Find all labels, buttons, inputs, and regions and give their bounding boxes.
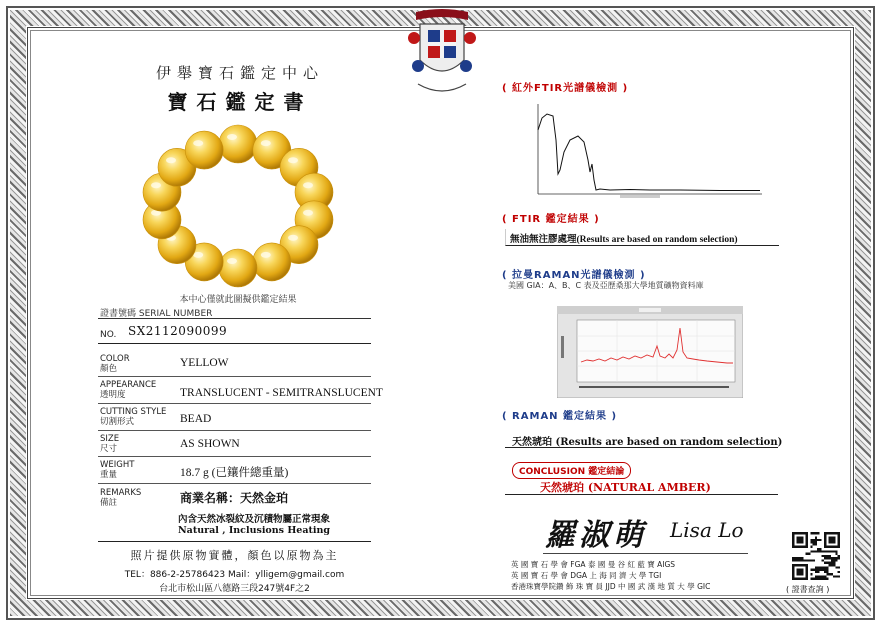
ftir-result-heading: ( FTIR 鑑定結果 ) — [502, 214, 600, 225]
bead-highlight — [288, 235, 298, 241]
divider — [98, 456, 371, 457]
qr-module — [815, 566, 817, 568]
association-line-3: 香港珠寶學院鑽 飾 珠 寶 員 JJD 中 國 武 漢 地 質 大 學 GIC — [511, 582, 711, 591]
qr-module — [813, 532, 815, 534]
qr-module — [824, 578, 826, 580]
divider — [98, 403, 371, 404]
qr-module — [810, 550, 812, 552]
qr-module — [835, 575, 837, 577]
bead-highlight — [151, 182, 161, 188]
qr-module — [838, 557, 840, 559]
divider — [98, 318, 371, 319]
qr-module — [799, 557, 801, 559]
qr-module — [829, 555, 831, 557]
qr-module — [835, 566, 837, 568]
association-line-1: 英 國 寶 石 學 會 FGA 泰 國 曼 谷 紅 藍 寶 AIGS — [511, 560, 676, 569]
qr-module — [813, 569, 815, 571]
qr-module — [819, 539, 821, 541]
conclusion-label: CONCLUSION 鑑定結論 — [519, 467, 625, 477]
qr-module — [829, 562, 831, 564]
bead-highlight — [303, 182, 313, 188]
qr-module — [819, 566, 821, 568]
qr-module — [829, 550, 831, 552]
remarks-inclusions-en: Natural , Inclusions Heating — [178, 525, 331, 536]
qr-code-icon[interactable] — [792, 532, 840, 580]
qr-module — [806, 564, 808, 580]
qr-module — [831, 562, 833, 564]
qr-module — [819, 548, 821, 550]
qr-module — [838, 571, 840, 573]
qr-module — [810, 578, 812, 580]
qr-module — [815, 575, 817, 577]
qr-module — [824, 566, 826, 568]
qr-module — [806, 532, 808, 548]
qr-module — [831, 564, 833, 566]
qr-module — [803, 559, 805, 561]
qr-module — [833, 575, 835, 577]
qr-module — [794, 559, 796, 561]
qr-module — [810, 559, 812, 561]
qr-module — [808, 553, 810, 555]
remarks-label: REMARKS 備註 — [100, 488, 142, 508]
qr-module — [838, 575, 840, 577]
qr-module — [822, 566, 824, 568]
qr-module — [797, 569, 804, 576]
raman-spectrum-chart — [557, 306, 743, 398]
qr-module — [819, 569, 821, 571]
qr-module — [817, 532, 819, 534]
qr-module — [822, 555, 824, 557]
qr-module — [815, 569, 817, 571]
photo-disclaimer: 照片提供原物實體，顏色以原物為主 — [130, 549, 339, 562]
qr-module — [838, 532, 840, 548]
contact-info: TEL：886-2-25786423 Mail：ylligem@gmail.com — [124, 570, 345, 580]
crest-emblem-icon — [408, 8, 476, 100]
qr-module — [824, 562, 826, 564]
qr-module — [822, 550, 824, 552]
qr-module — [829, 557, 831, 559]
qr-module — [810, 573, 812, 575]
qr-module — [817, 578, 819, 580]
qr-module — [815, 537, 817, 539]
qr-module — [824, 532, 840, 534]
serial-no-label: NO. — [100, 330, 117, 340]
qr-module — [817, 548, 819, 550]
qr-module — [792, 559, 794, 561]
qr-module — [831, 557, 833, 559]
bead-highlight — [227, 134, 237, 140]
bead-highlight — [303, 210, 313, 216]
qr-module — [792, 564, 794, 580]
qr-module — [806, 559, 808, 561]
qr-module — [833, 564, 835, 566]
serial-number-value: SX2112090099 — [128, 324, 228, 338]
qr-module — [813, 541, 815, 543]
qr-module — [824, 571, 826, 573]
amber-bracelet-photo — [138, 120, 338, 290]
qr-module — [824, 569, 826, 571]
bead-highlight — [193, 252, 203, 258]
amber-bead — [253, 243, 291, 281]
qr-module — [835, 550, 837, 552]
qr-module — [813, 578, 815, 580]
qr-module — [829, 564, 831, 566]
raman-heading: ( 拉曼RAMAN光譜儀檢測 ) — [502, 270, 646, 281]
qr-module — [824, 546, 840, 548]
qr-module — [822, 559, 824, 561]
qr-module — [824, 550, 826, 552]
qr-module — [819, 550, 821, 552]
divider — [98, 376, 371, 377]
qr-module — [817, 566, 819, 568]
divider — [98, 343, 371, 344]
qr-module — [794, 557, 796, 559]
bead-highlight — [288, 157, 298, 163]
qr-module — [824, 532, 826, 548]
qr-module — [792, 546, 808, 548]
serial-number-label: 證書號碼 SERIAL NUMBER — [100, 309, 213, 319]
qr-module — [810, 546, 812, 548]
qr-module — [813, 543, 815, 545]
qr-module — [817, 539, 819, 541]
photo-note: 本中心僅就此圖擬供鑑定結果 — [179, 295, 297, 305]
raman-result: 天然琥珀 (Results are based on random selection) — [512, 437, 783, 448]
qr-module — [815, 571, 817, 573]
weight-value: 18.7 g (已鑲件總重量) — [180, 467, 289, 479]
size-label: SIZE 尺寸 — [100, 434, 120, 454]
qr-module — [826, 571, 828, 573]
qr-module — [817, 575, 819, 577]
raman-result-heading: ( RAMAN 鑑定結果 ) — [502, 411, 618, 422]
bead-highlight — [261, 252, 271, 258]
bead-highlight — [166, 157, 176, 163]
qr-module — [815, 578, 817, 580]
qr-module — [831, 573, 833, 575]
qr-module — [826, 550, 828, 552]
qr-module — [829, 537, 836, 544]
appearance-label: APPEARANCE 透明度 — [100, 380, 157, 400]
color-value: YELLOW — [180, 357, 229, 369]
divider — [98, 483, 371, 484]
qr-module — [792, 564, 808, 566]
qr-module — [792, 557, 794, 559]
qr-module — [822, 575, 824, 577]
qr-module — [831, 559, 833, 561]
qr-module — [831, 550, 833, 552]
size-value: AS SHOWN — [180, 438, 240, 450]
signature-line — [543, 553, 748, 554]
qr-module — [797, 537, 804, 544]
qr-module — [810, 541, 812, 543]
signature-english: Lisa Lo — [670, 518, 744, 542]
qr-module — [826, 578, 828, 580]
divider — [505, 494, 778, 495]
association-line-2: 英 國 寶 石 學 會 DGA 上 海 同 濟 大 學 TGI — [511, 571, 662, 580]
qr-module — [833, 557, 835, 559]
qr-module — [822, 569, 824, 571]
divider — [98, 541, 371, 542]
qr-module — [815, 539, 817, 541]
ftir-result: 無油無注膠處理(Results are based on random selection) — [510, 235, 738, 245]
amber-bead — [219, 125, 257, 163]
qr-module — [806, 553, 808, 555]
amber-bead — [185, 131, 223, 169]
qr-module — [810, 539, 812, 541]
qr-module — [810, 569, 812, 571]
qr-module — [792, 532, 808, 534]
qr-module — [835, 559, 837, 561]
conclusion-label-badge — [512, 462, 631, 479]
qr-module — [833, 559, 835, 561]
qr-module — [813, 539, 815, 541]
qr-module — [797, 557, 799, 559]
center-name: 伊舉寶石鑑定中心 — [155, 64, 324, 82]
qr-module — [817, 569, 819, 571]
qr-module — [833, 562, 835, 564]
qr-module — [799, 559, 801, 561]
qr-module — [815, 532, 817, 534]
qr-module — [815, 541, 817, 543]
qr-module — [833, 550, 835, 552]
qr-module — [817, 550, 819, 552]
signature-chinese: 羅淑萌 — [545, 518, 647, 553]
qr-module — [826, 566, 828, 568]
qr-module — [819, 578, 821, 580]
qr-module — [826, 562, 828, 564]
qr-module — [815, 543, 817, 545]
ftir-spectrum-chart — [520, 100, 768, 202]
qr-module — [817, 571, 819, 573]
qr-module — [826, 555, 828, 557]
qr-module — [819, 575, 821, 577]
qr-module — [829, 573, 831, 575]
cutting-style-value: BEAD — [180, 413, 212, 425]
qr-module — [826, 569, 828, 571]
bead-highlight — [193, 140, 203, 146]
certificate-title: 寶石鑑定書 — [167, 90, 313, 114]
qr-module — [822, 578, 824, 580]
qr-module — [826, 573, 828, 575]
bead-highlight — [227, 258, 237, 264]
qr-module — [815, 550, 817, 552]
raman-database-note: 美國 GIA：A、B、C 表及亞歷桑那大學地質礦物資料庫 — [508, 281, 704, 290]
qr-module — [801, 559, 803, 561]
qr-module — [824, 555, 826, 557]
weight-label: WEIGHT 重量 — [100, 460, 135, 480]
amber-bead — [219, 249, 257, 287]
qr-module — [808, 559, 810, 561]
qr-module — [824, 575, 826, 577]
qr-module — [826, 557, 828, 559]
qr-module — [824, 557, 826, 559]
qr-module — [792, 532, 794, 548]
qr-module — [835, 553, 837, 555]
qr-module — [838, 555, 840, 557]
qr-module — [810, 532, 812, 534]
qr-module — [813, 550, 815, 552]
qr-module — [792, 578, 808, 580]
qr-module — [813, 559, 815, 561]
color-label: COLOR 顏色 — [100, 354, 130, 374]
qr-label: ( 證書查詢 ) — [786, 585, 830, 594]
qr-module — [801, 557, 803, 559]
address: 台北市松山區八德路三段247號4F之2 — [159, 584, 310, 594]
conclusion-result: 天然琥珀 (NATURAL AMBER) — [540, 481, 711, 494]
qr-module — [835, 557, 837, 559]
ftir-heading: ( 紅外FTIR光譜儀檢測 ) — [502, 83, 629, 94]
cutting-style-label: CUTTING STYLE 切割形式 — [100, 407, 167, 427]
remarks-trade-name: 商業名稱：天然金珀 — [180, 491, 289, 505]
qr-module — [797, 559, 799, 561]
appearance-value: TRANSLUCENT - SEMITRANSLUCENT — [180, 387, 383, 399]
qr-module — [838, 566, 840, 568]
divider — [98, 430, 371, 431]
remarks-inclusions-zh: 內含天然冰裂紋及沉積物屬正常現象 — [178, 514, 331, 525]
bead-highlight — [261, 140, 271, 146]
